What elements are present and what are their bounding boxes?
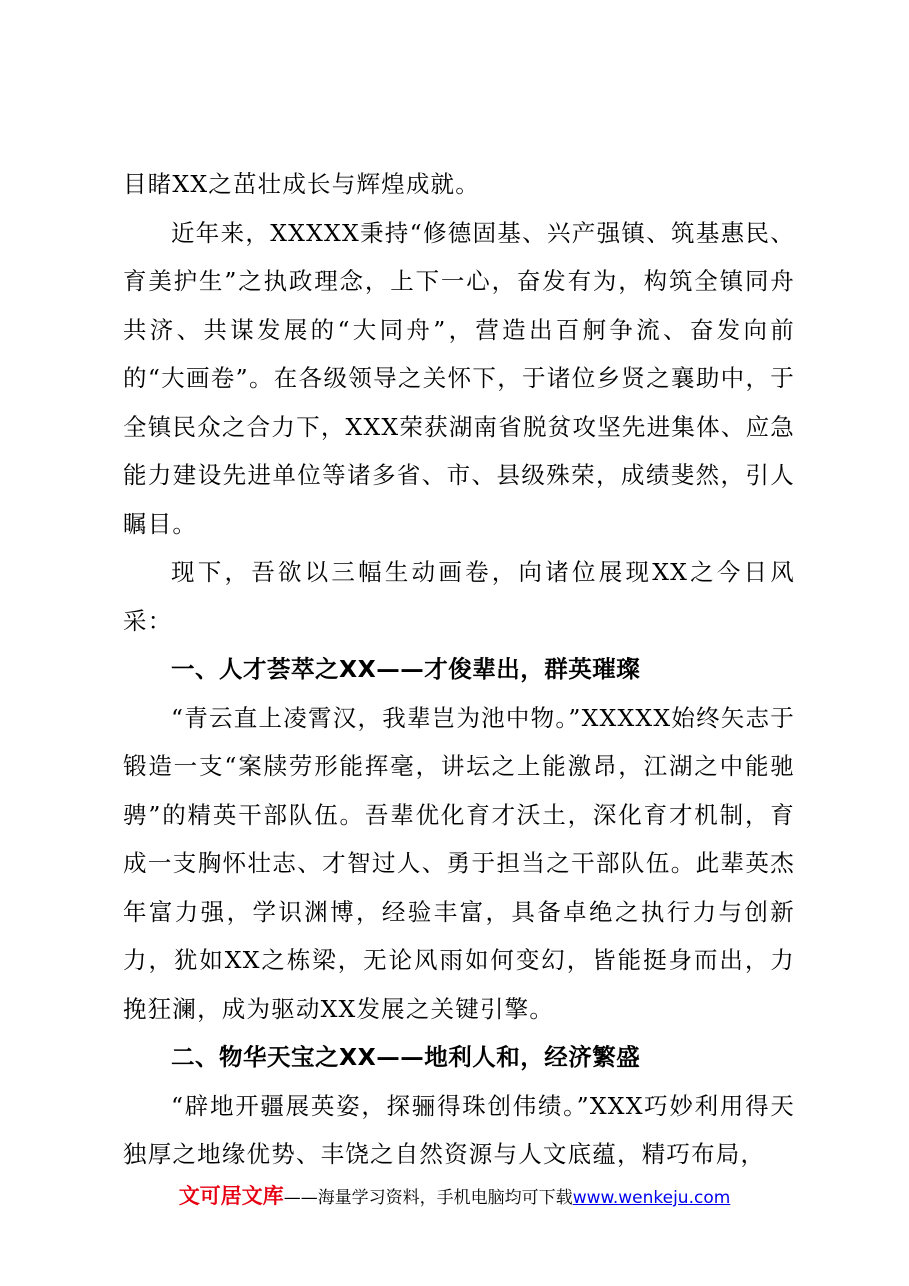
footer-site-link[interactable]: www.wenkeju.com	[572, 1188, 731, 1208]
paragraph-5: “辟地开疆展英姿，探骊得珠创伟绩。”XXX巧妙利用得天独厚之地缘优势、丰饶之自然资源与人文底蕴，精巧布局，	[123, 1091, 795, 1168]
section-heading-2: 二、物华天宝之XX——地利人和，经济繁盛	[171, 1043, 641, 1071]
section-heading-1: 一、人才荟萃之XX——才俊辈出，群英璀璨	[171, 655, 641, 683]
paragraph-3: 现下，吾欲以三幅生动画卷，向诸位展现XX之今日风采：	[123, 558, 795, 635]
footer-banner	[0, 1180, 909, 1210]
paragraph-4: “青云直上凌霄汉，我辈岂为池中物。”XXXXX始终矢志于锻造一支“案牍劳形能挥毫，讲坛之上能激昂，江湖之中能驰骋”的精英干部队伍。吾辈优化育才沃土，深化育才机制，育成一支胸怀壮志、才智过人、勇于担当之干部队伍。此辈英杰年富力强，学识渊博，经验丰富，具备卓绝之执行力与创新力，犹如XX之栋梁，无论风雨如何变幻，皆能挺身而出，力挽狂澜，成为驱动XX发展之关键引擎。	[123, 703, 795, 1023]
footer-slogan: ——海量学习资料，手机电脑均可下载	[283, 1188, 573, 1208]
paragraph-2: 近年来，XXXXX秉持“修德固基、兴产强镇、筑基惠民、育美护生”之执政理念，上下一心，奋发有为，构筑全镇同舟共济、共谋发展的“大同舟”，营造出百舸争流、奋发向前的“大画卷”。在各级领导之关怀下，于诸位乡贤之襄助中，于全镇民众之合力下，XXX荣获湖南省脱贫攻坚先进集体、应急能力建设先进单位等诸多省、市、县级殊荣，成绩斐然，引人瞩目。	[123, 218, 795, 538]
paragraph-1: 目睹XX之茁壮成长与辉煌成就。	[123, 170, 480, 198]
footer-brand: 文可居文库	[178, 1184, 284, 1208]
document-body	[123, 160, 795, 1179]
